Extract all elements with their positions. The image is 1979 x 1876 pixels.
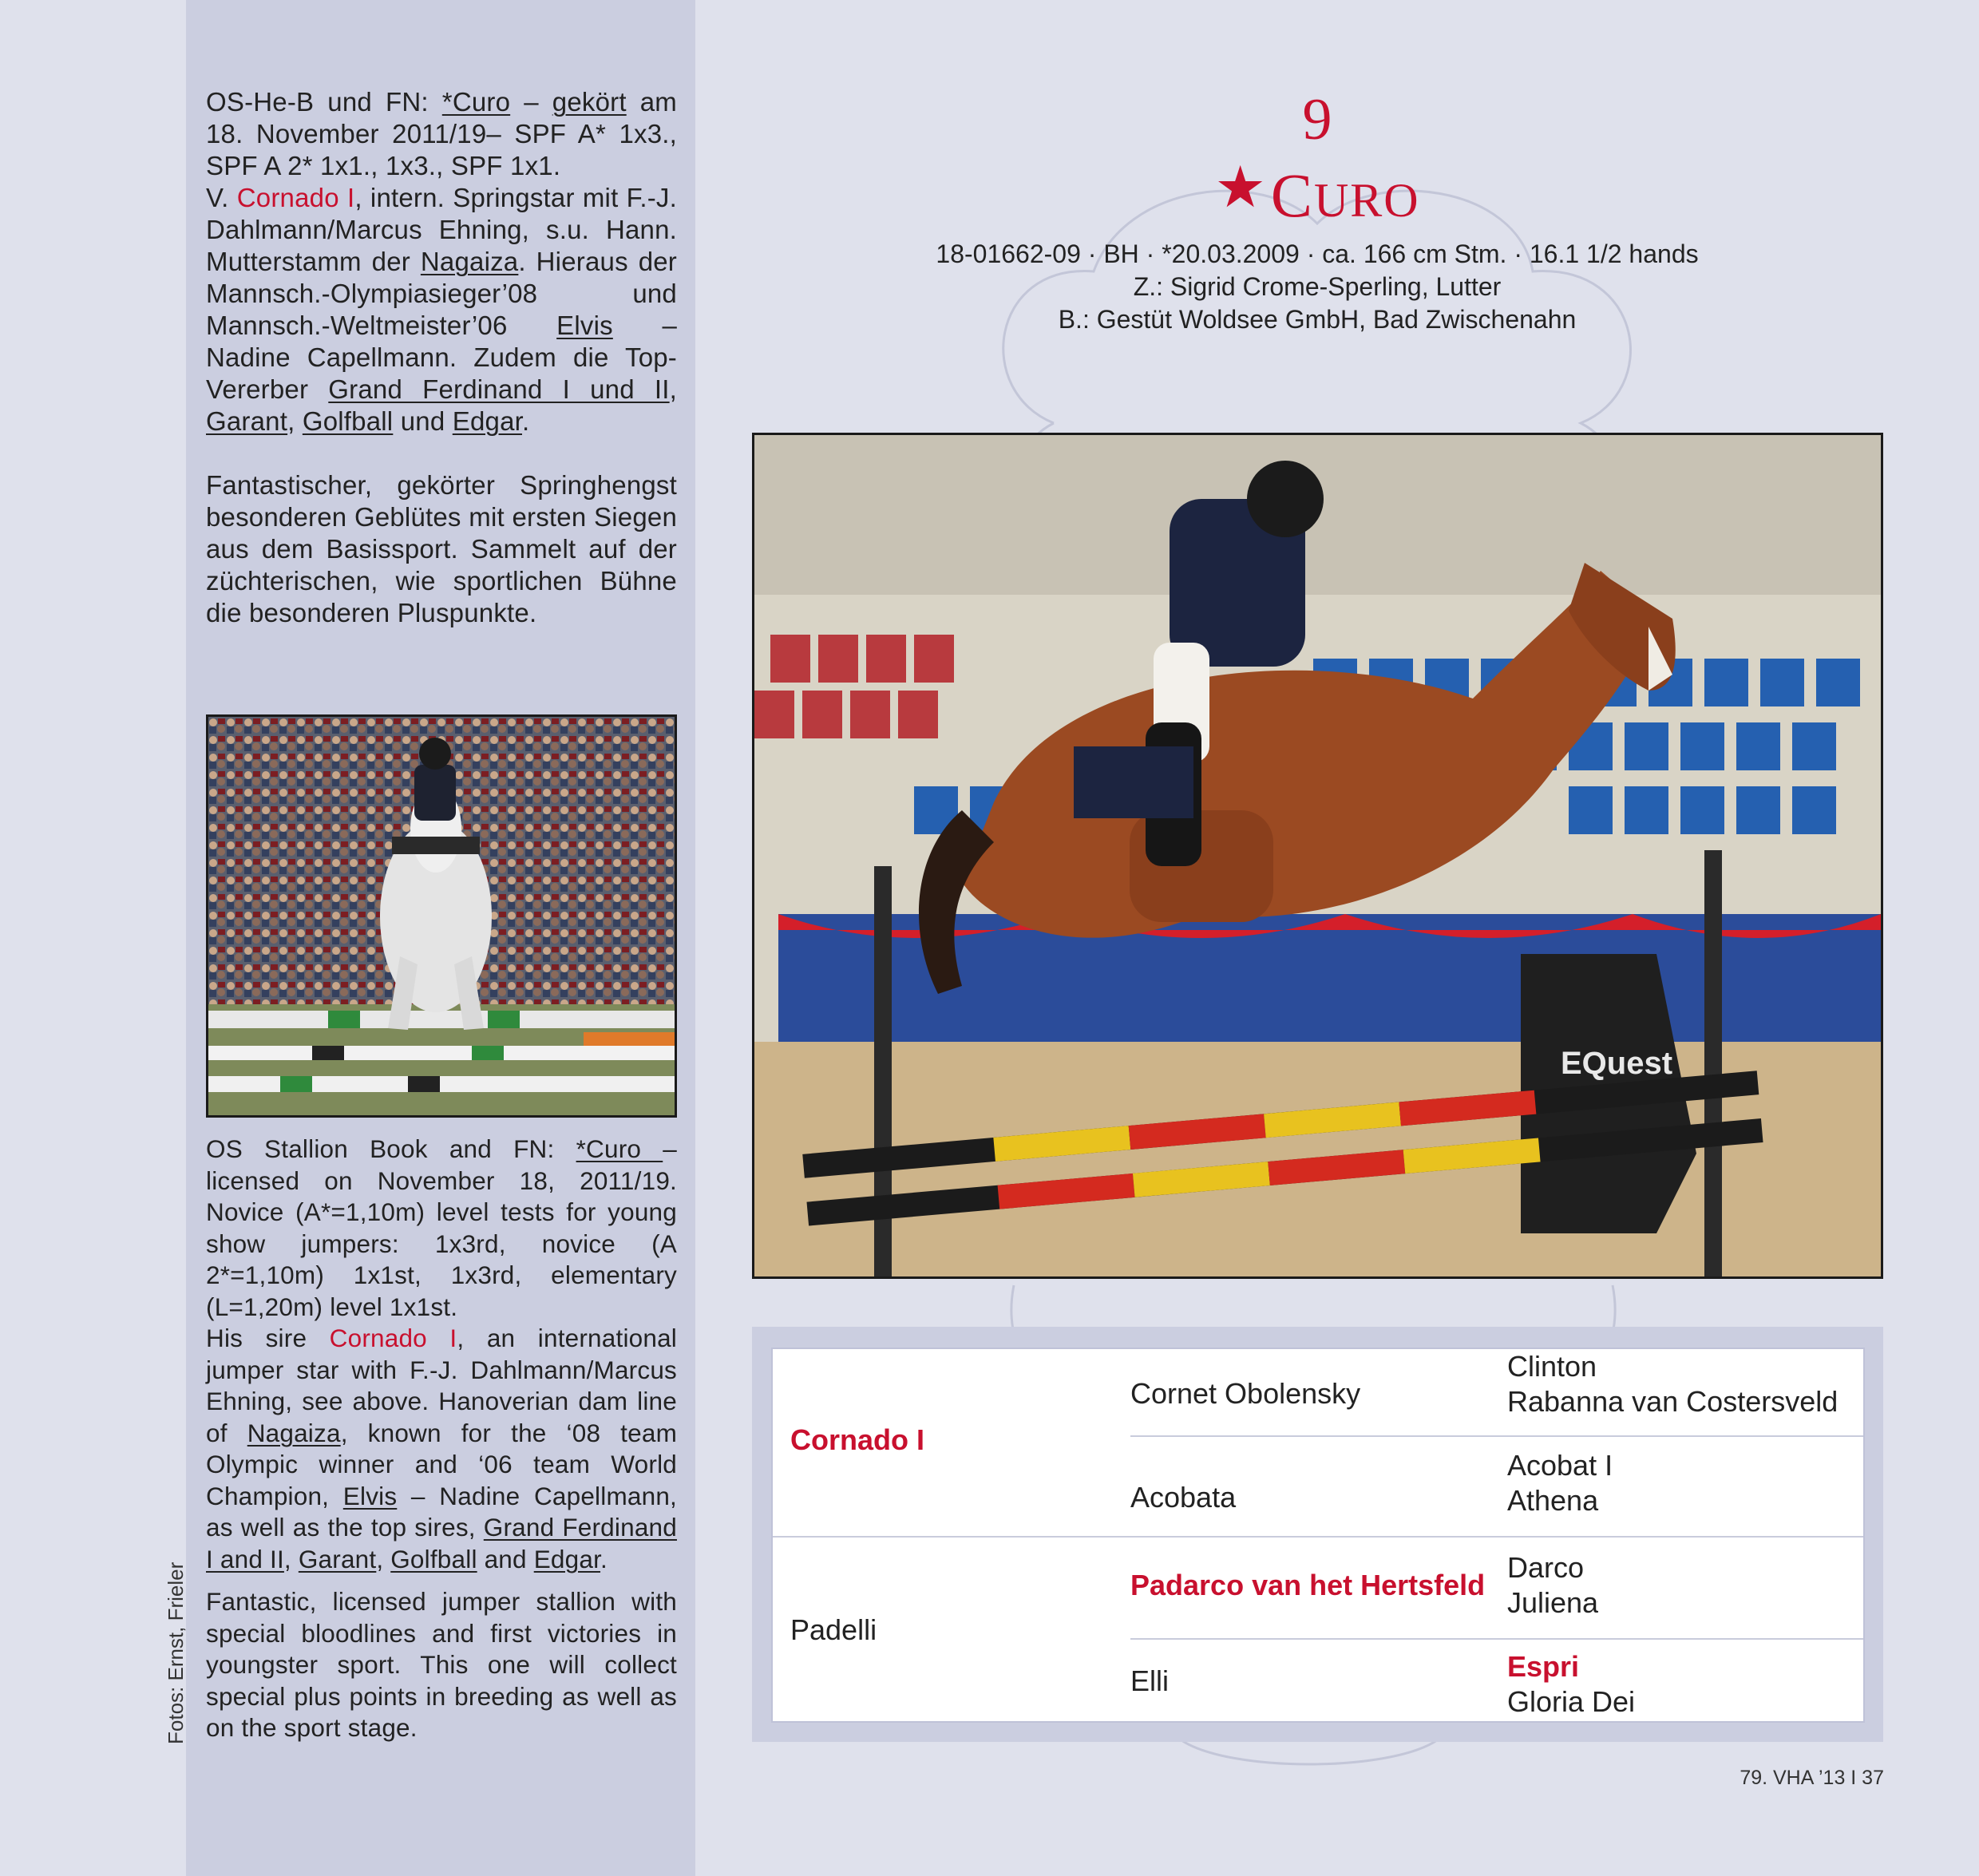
info-line-owner: B.: Gestüt Woldsee GmbH, Bad Zwischenahn	[1058, 305, 1577, 334]
pedigree-table	[771, 1348, 1865, 1723]
text-span: – Nadine Capellmann. Zudem die Top-Vererber	[206, 311, 677, 404]
text-span: und	[393, 406, 453, 436]
text-span: and	[477, 1544, 534, 1573]
text-span: OS-He-B und FN:	[206, 87, 442, 117]
elvis-link[interactable]: Elvis	[556, 311, 613, 340]
pedigree-ss-dam: Rabanna van Costersveld	[1507, 1385, 1838, 1418]
nagaiza-link[interactable]: Nagaiza	[420, 247, 519, 276]
info-line-registration: 18-01662-09 · BH · *20.03.2009 · ca. 166 cm Stm. · 16.1 1/2 hands	[936, 239, 1699, 268]
sire-name: Cornado I	[236, 183, 355, 212]
golfball-link[interactable]: Golfball	[302, 406, 394, 436]
pedigree-sd-sire: Acobat I	[1507, 1449, 1613, 1482]
garant-link[interactable]: Garant	[206, 406, 288, 436]
text-span: , known for the ‘08 team Olympic winner and ‘06 team World Champion,	[206, 1418, 678, 1510]
stallion-title-initial: C	[1270, 160, 1314, 230]
text-span: .	[600, 1544, 608, 1573]
edgar-link[interactable]: Edgar	[452, 406, 522, 436]
stallion-number: 9	[1302, 87, 1332, 152]
jump-board-text: EQuest	[1561, 1046, 1673, 1081]
garant-link[interactable]: Garant	[298, 1544, 377, 1573]
pedigree-dam-dam: Elli	[1130, 1664, 1170, 1697]
bay-horse-jumping-illustration	[754, 435, 1881, 1276]
pedigree-ds-dam: Juliena	[1507, 1586, 1599, 1619]
stallion-info	[838, 238, 1796, 336]
gekoert-link[interactable]: gekört	[552, 87, 627, 117]
pedigree-sire-dam: Acobata	[1130, 1481, 1237, 1514]
pedigree-divider	[1130, 1435, 1863, 1437]
text-span: His sire	[206, 1324, 330, 1352]
text-span: am 18. November 2011/19– SPF A* 1x3., SPF A 2* 1x1., 1x3., SPF 1x1.	[206, 87, 677, 180]
info-line-breeder: Z.: Sigrid Crome-Sperling, Lutter	[1133, 272, 1502, 301]
text-span: ,	[376, 1544, 391, 1573]
main-photo-bay-horse	[752, 433, 1883, 1279]
elvis-link[interactable]: Elvis	[342, 1481, 398, 1510]
stallion-title-rest: URO	[1313, 174, 1420, 227]
nagaiza-link[interactable]: Nagaiza	[247, 1418, 341, 1447]
stallion-title	[1118, 152, 1517, 236]
pedigree-dd-dam: Gloria Dei	[1507, 1685, 1636, 1718]
german-paragraph-1	[206, 86, 677, 437]
pedigree-sd-dam: Athena	[1507, 1484, 1599, 1517]
german-description	[206, 86, 677, 629]
german-paragraph-2: Fantastischer, gekörter Springhengst besonderen Geblütes mit ersten Siegen aus dem Basissport. Sammelt auf der züchterischen, wie sportlichen Bühne die besonderen Pluspunkte.	[206, 470, 677, 627]
pedigree-ss-sire: Clinton	[1507, 1350, 1597, 1383]
grand-ferdinand-link[interactable]: Grand Ferdinand I and II	[206, 1513, 677, 1573]
page-footer: 79. VHA ’13 I 37	[1740, 1767, 1884, 1789]
edgar-link[interactable]: Edgar	[533, 1544, 601, 1573]
photo-credit: Fotos: Ernst, Frieler	[164, 1561, 188, 1744]
text-span: . Hieraus der Mannsch.-Olympiasieger’08 und Mannsch.-Weltmeister’06	[206, 247, 677, 340]
text-span: – Nadine Capellmann, as well as the top sires,	[206, 1481, 677, 1542]
english-paragraph-2: Fantastic, licensed jumper stallion with special bloodlines and first victories in youngster sport. This one will collect special plus points in breeding as well as on the sport stage.	[206, 1587, 677, 1742]
text-span: .	[522, 406, 530, 436]
pedigree-sire: Cornado I	[790, 1423, 924, 1456]
pedigree-dam-sire: Padarco van het Hertsfeld	[1130, 1569, 1486, 1601]
text-span: –	[510, 87, 552, 117]
pedigree-dam: Padelli	[790, 1613, 877, 1646]
pedigree-ds-sire: Darco	[1507, 1551, 1585, 1584]
pedigree-dd-sire: Espri	[1507, 1650, 1580, 1683]
text-span: ,	[669, 374, 677, 404]
text-span: ,	[283, 1544, 299, 1573]
text-span: – licensed on November 18, 2011/19. Novice (A*=1,10m) level tests for young show jumpers: 1x3rd, novice (A 2*=1,10m) 1x1st, 1x3rd, elementary (L=1,20m) level 1x1st.	[206, 1134, 677, 1321]
sire-name: Cornado I	[329, 1324, 457, 1352]
text-span: ,	[287, 406, 303, 436]
english-paragraph-1	[206, 1134, 677, 1575]
grey-horse-illustration	[208, 717, 675, 1115]
text-span: , intern. Springstar mit F.-J. Dahlmann/Marcus Ehning, s.u. Hann. Mutterstamm der	[206, 183, 677, 276]
stallion-name-link[interactable]: *Curo	[441, 87, 511, 117]
pedigree-sire-sire: Cornet Obolensky	[1130, 1377, 1361, 1410]
english-description	[206, 1134, 677, 1744]
grand-ferdinand-link[interactable]: Grand Ferdinand I und II	[328, 374, 670, 404]
pedigree-divider	[1130, 1638, 1863, 1640]
text-span: V.	[206, 183, 237, 212]
pedigree-divider	[773, 1536, 1863, 1538]
text-span: , an international jumper star with F.-J. Dahlmann/Marcus Ehning, see above. Hanoverian dam line of	[206, 1324, 677, 1447]
text-span: OS Stallion Book and FN:	[206, 1134, 576, 1163]
stallion-name-link[interactable]: *Curo	[576, 1134, 663, 1163]
golfball-link[interactable]: Golfball	[390, 1544, 477, 1573]
small-photo-grey-horse	[206, 714, 677, 1118]
star-icon: ★	[1214, 156, 1268, 220]
